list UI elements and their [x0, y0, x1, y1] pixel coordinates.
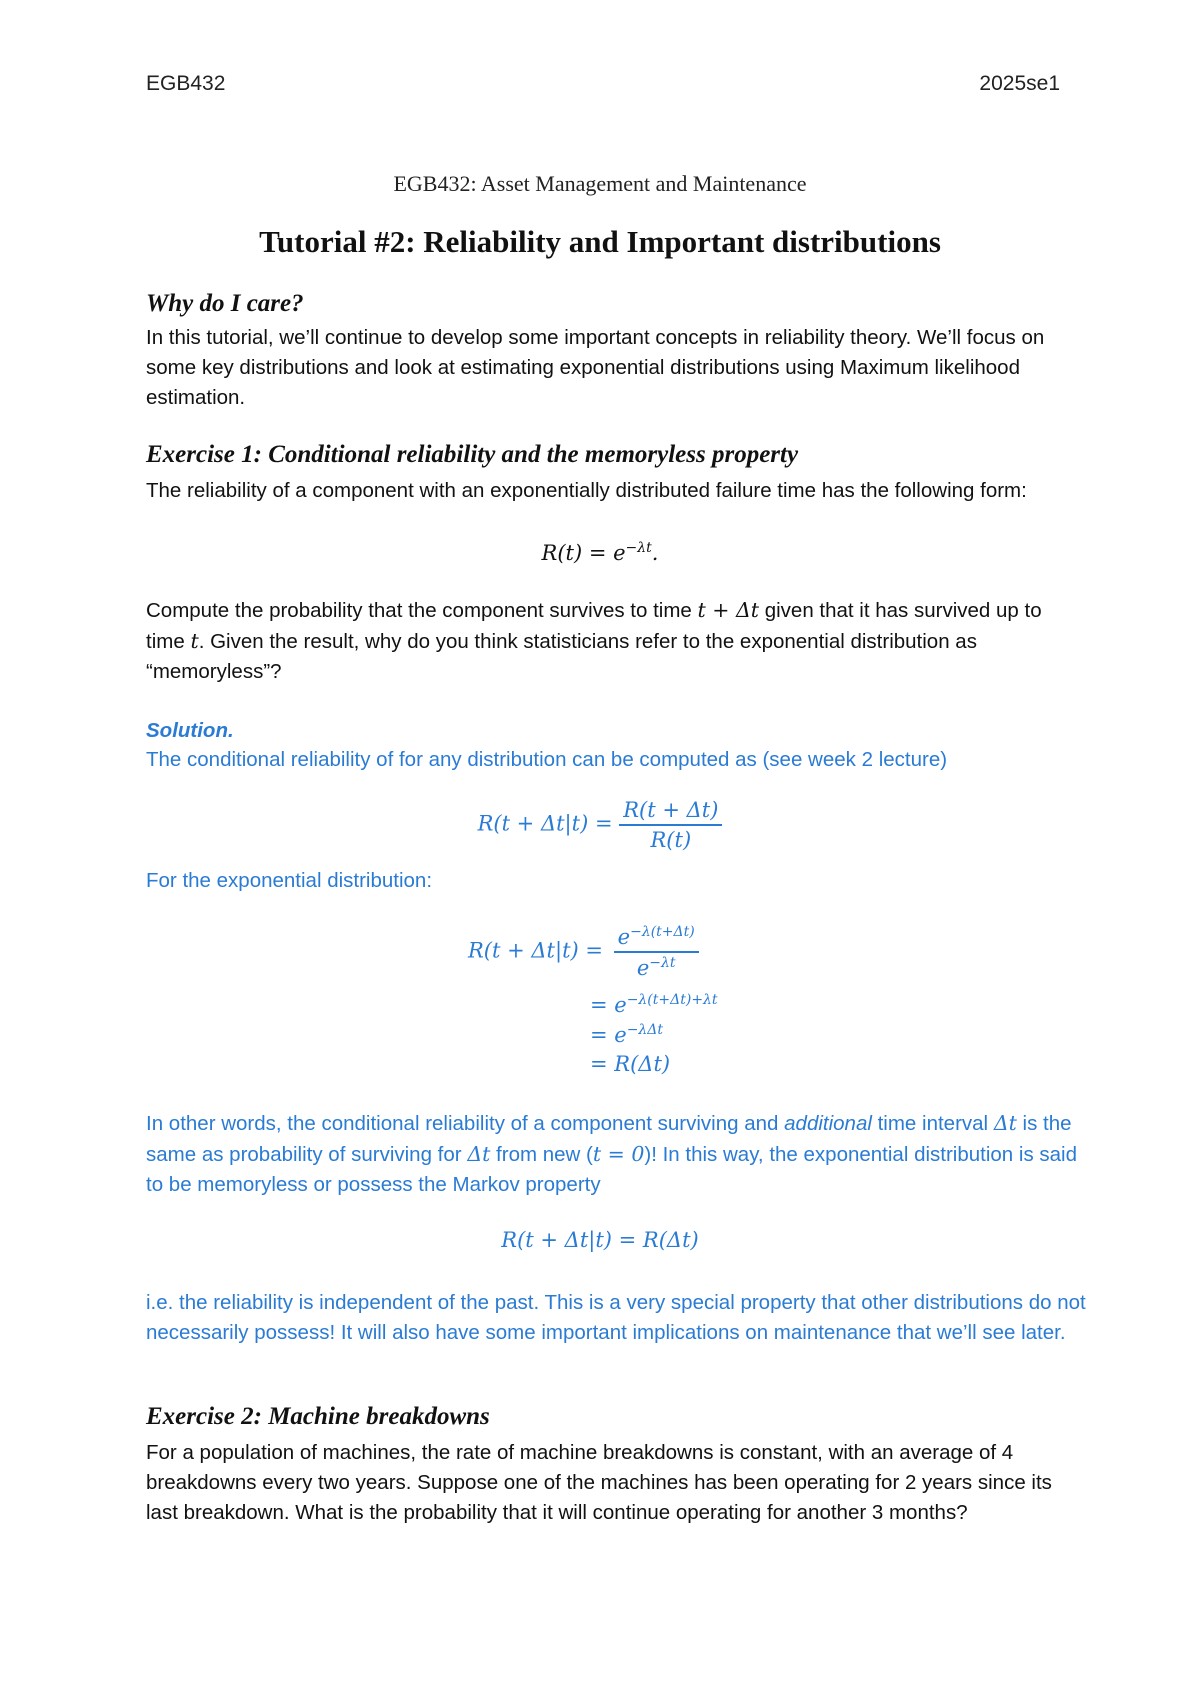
header-semester: 2025se1 [979, 72, 1060, 95]
exercise1-intro: The reliability of a component with an exponentially distributed failure time has the following form: [146, 479, 1027, 502]
exercise1-heading: Exercise 1: Conditional reliability and the memoryless property [146, 441, 799, 468]
why-text: In this tutorial, we’ll continue to develop some important concepts in reliability theory. We’ll focus on some key distributions and look at estimating exponential distributions using Maximum likelihood estimation. [146, 326, 1045, 409]
solution-paragraph-2: i.e. the reliability is independent of the past. This is a very special property that other distributions do not necessarily possess! It will also have some important implications on maintenance that we’ll see later. [146, 1291, 1086, 1344]
exercise2-heading: Exercise 2: Machine breakdowns [146, 1403, 490, 1430]
solution-equation-1: R(t + Δt|t) = $\frac{R(t + \Delta t)}{R(t)}$ [0, 798, 1200, 852]
header-course-code: EGB432 [146, 72, 226, 95]
solution-exp-label: For the exponential distribution: [146, 869, 433, 892]
solution-line1: The conditional reliability of for any distribution can be computed as (see week 2 lecture) [146, 748, 948, 771]
solution-equation-2-line2: = $e^{-\lambda(t+\Delta t)+\lambda t}$ [590, 992, 718, 1017]
eq-end: . [651, 541, 659, 565]
exercise1-question: Compute the probability that the component survives to time t + Δt given that it has survived up to time t. Given the result, why do you think statisticians refer to the exponential distribution as “memoryless”? [146, 598, 1042, 683]
eq-lhs: R(t) = e [541, 541, 626, 565]
solution-equation-2-line4: = R(Δt) [590, 1052, 671, 1076]
why-heading: Why do I care? [146, 290, 304, 317]
exercise1-equation [0, 540, 1200, 565]
eq-exponent: −λt [625, 540, 652, 556]
course-title: EGB432: Asset Management and Maintenance [393, 171, 807, 196]
solution-equation-2-line3: = $e^{-\lambda\Delta t}$ [590, 1022, 664, 1047]
solution-paragraph-1: In other words, the conditional reliability of a component surviving and additional time interval Δt is the same as probability of surviving for Δt from new (t = 0)! In this way, the exponential distribution is said to be memoryless or possess the Markov property [146, 1111, 1078, 1196]
exercise2-text: For a population of machines, the rate of machine breakdowns is constant, with an average of 4 breakdowns every two years. Suppose one of the machines has been operating for 2 years since its last breakdown. What is the probability that it will continue operating for another 3 months? [146, 1441, 1052, 1524]
tutorial-title: Tutorial #2: Reliability and Important distributions [259, 224, 941, 259]
solution-label: Solution. [146, 719, 234, 742]
solution-equation-3: R(t + Δt|t) = R(Δt) [501, 1228, 699, 1252]
solution-equation-2: R(t + Δt|t) = $\frac{e^{-\lambda(t+\Delta t)}}{e^{-\lambda t}}$ [468, 924, 699, 980]
